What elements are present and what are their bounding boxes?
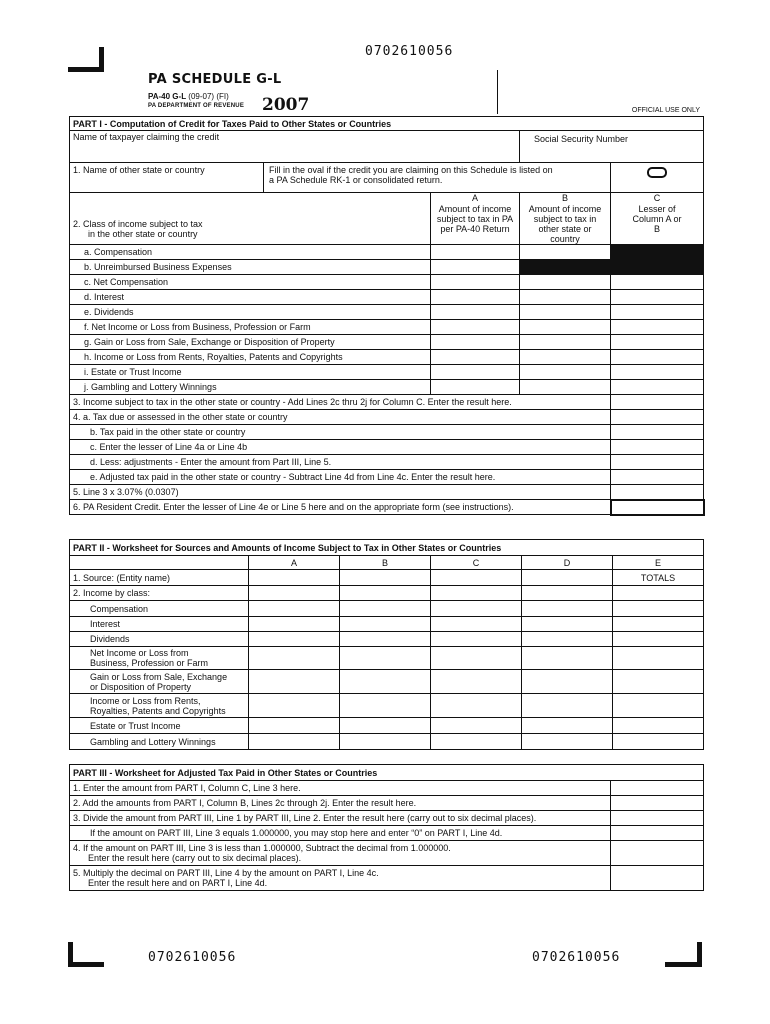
part2-col-e: E: [613, 556, 704, 570]
line-2a-col-c-blocked: [611, 245, 704, 260]
p3-line1-amount[interactable]: [611, 781, 704, 796]
p2-estate-a[interactable]: [249, 718, 340, 734]
line-2i-col-c[interactable]: [611, 365, 704, 380]
line-2e-label: e. Dividends: [70, 305, 431, 320]
line-5-amount[interactable]: [611, 485, 704, 500]
p2-estate-e[interactable]: [613, 718, 704, 734]
p3-line1-label: 1. Enter the amount from PART I, Column C, Line 3 here.: [70, 781, 611, 796]
p2-gambling-e[interactable]: [613, 734, 704, 750]
corner-mark-bottom-left: [68, 962, 104, 967]
line-2i-label: i. Estate or Trust Income: [70, 365, 431, 380]
p2-interest-e[interactable]: [613, 617, 704, 632]
line-2a-col-a[interactable]: [431, 245, 520, 260]
source-b[interactable]: [340, 570, 431, 586]
line2-title: 2. Class of income subject to tax: [73, 219, 203, 229]
p2-dividends-a[interactable]: [249, 632, 340, 647]
line-4c-amount[interactable]: [611, 440, 704, 455]
p2-compensation-a[interactable]: [249, 601, 340, 617]
p2-estate-label: Estate or Trust Income: [70, 718, 249, 734]
taxpayer-name-label: Name of taxpayer claiming the credit: [73, 132, 220, 142]
income-header-d: [522, 586, 613, 601]
line-2g-label: g. Gain or Loss from Sale, Exchange or Disposition of Property: [70, 335, 431, 350]
line-4a-label: 4. a. Tax due or assessed in the other state or country: [70, 410, 611, 425]
line-2i-col-a[interactable]: [431, 365, 520, 380]
p3-line5-label: [70, 866, 611, 891]
p2-business-b[interactable]: [340, 647, 431, 670]
line-2c-col-c[interactable]: [611, 275, 704, 290]
line-2a-label: a. Compensation: [70, 245, 431, 260]
line-2i-col-b[interactable]: [520, 365, 611, 380]
col-b-letter: B: [561, 193, 568, 203]
source-a[interactable]: [249, 570, 340, 586]
p2-dividends-label: Dividends: [70, 632, 249, 647]
line-2f-col-a[interactable]: [431, 320, 520, 335]
part2-title: PART II - Worksheet for Sources and Amounts of Income Subject to Tax in Other States or Countries: [70, 540, 704, 556]
p2-rents-c[interactable]: [431, 694, 522, 718]
p3-line5-text: 5. Multiply the decimal on PART III, Line 4 by the amount on PART I, Line 4c.: [73, 868, 379, 878]
line-2d-col-c[interactable]: [611, 290, 704, 305]
header-divider: [497, 70, 498, 114]
official-use-label: OFFICIAL USE ONLY: [631, 107, 700, 114]
department-name: PA DEPARTMENT OF REVENUE: [148, 103, 245, 109]
line-6-amount[interactable]: [611, 500, 704, 515]
line-2c-col-b[interactable]: [520, 275, 611, 290]
source-c[interactable]: [431, 570, 522, 586]
p2-gain-a[interactable]: [249, 670, 340, 694]
part1-table: [69, 116, 705, 516]
p3-line4-label: [70, 841, 611, 866]
income-header-c: [431, 586, 522, 601]
p2-dividends-e[interactable]: [613, 632, 704, 647]
p3-line5-amount[interactable]: [611, 866, 704, 891]
part2-col-a: A: [249, 556, 340, 570]
p2-dividends-c[interactable]: [431, 632, 522, 647]
line-2d-col-a[interactable]: [431, 290, 520, 305]
p2-business-c[interactable]: [431, 647, 522, 670]
part2-col-b: B: [340, 556, 431, 570]
line-2h-col-b[interactable]: [520, 350, 611, 365]
p2-compensation-c[interactable]: [431, 601, 522, 617]
p2-business-line1: Net Income or Loss from: [90, 648, 189, 658]
p2-interest-label: Interest: [70, 617, 249, 632]
p2-business-e[interactable]: [613, 647, 704, 670]
p3-line4-amount[interactable]: [611, 841, 704, 866]
line-6-label: 6. PA Resident Credit. Enter the lesser of Line 4e or Line 5 here and on the appropriate form (see instructions).: [70, 500, 611, 515]
line-2d-col-b[interactable]: [520, 290, 611, 305]
line-5-label: 5. Line 3 x 3.07% (0.0307): [70, 485, 611, 500]
p2-business-a[interactable]: [249, 647, 340, 670]
col-c-desc: Lesser of Column A or B: [632, 204, 682, 234]
ssn-field[interactable]: [520, 131, 704, 163]
income-header-a: [249, 586, 340, 601]
rk1-oval-cell[interactable]: [611, 163, 704, 193]
line-2g-col-b[interactable]: [520, 335, 611, 350]
col-a-letter: A: [471, 193, 478, 203]
line2-label: [70, 193, 431, 245]
line-4e-amount[interactable]: [611, 470, 704, 485]
line-2j-label: j. Gambling and Lottery Winnings: [70, 380, 431, 395]
p3-line5-text2: Enter the result here and on PART I, Line 4d.: [88, 878, 268, 888]
taxpayer-name-field[interactable]: [70, 131, 520, 163]
p2-gambling-d[interactable]: [522, 734, 613, 750]
p2-rents-b[interactable]: [340, 694, 431, 718]
p2-compensation-e[interactable]: [613, 601, 704, 617]
p2-business-line2: Business, Profession or Farm: [90, 658, 209, 668]
p2-dividends-b[interactable]: [340, 632, 431, 647]
form-code-id: PA-40 G-L: [148, 92, 187, 101]
line-3-label: 3. Income subject to tax in the other state or country - Add Lines 2c thru 2j for Column C. Enter the result here.: [70, 395, 611, 410]
line-2f-col-c[interactable]: [611, 320, 704, 335]
line-2e-col-c[interactable]: [611, 305, 704, 320]
p3-line3-note: If the amount on PART III, Line 3 equals 1.000000, you may stop here and enter “0” on PART I, Line 4d.: [70, 826, 611, 841]
other-state-name-field[interactable]: [70, 163, 264, 193]
income-header-e: [613, 586, 704, 601]
p3-line3-note-blank: [611, 826, 704, 841]
col-a-desc: Amount of income subject to tax in PA per PA-40 Return: [436, 204, 514, 234]
line-2f-col-b[interactable]: [520, 320, 611, 335]
part2-table: [69, 539, 704, 750]
p2-rents-label: [70, 694, 249, 718]
p3-line4-text2: Enter the result here (carry out to six decimal places).: [88, 853, 302, 863]
line-2e-col-b[interactable]: [520, 305, 611, 320]
income-by-class-label: 2. Income by class:: [70, 586, 249, 601]
p3-line4-text: 4. If the amount on PART III, Line 3 is less than 1.000000, Subtract the decimal from 1.000000.: [73, 843, 451, 853]
col-c-letter: C: [653, 193, 661, 203]
line-2g-col-a[interactable]: [431, 335, 520, 350]
p2-business-d[interactable]: [522, 647, 613, 670]
col-a-header: [431, 193, 520, 245]
p2-gain-c[interactable]: [431, 670, 522, 694]
line-4c-label: c. Enter the lesser of Line 4a or Line 4b: [70, 440, 611, 455]
line-2c-label: c. Net Compensation: [70, 275, 431, 290]
p2-rents-e[interactable]: [613, 694, 704, 718]
p2-compensation-d[interactable]: [522, 601, 613, 617]
rk1-oval[interactable]: [647, 167, 667, 178]
p2-estate-d[interactable]: [522, 718, 613, 734]
line-2c-col-a[interactable]: [431, 275, 520, 290]
line-4b-label: b. Tax paid in the other state or country: [70, 425, 611, 440]
p2-interest-d[interactable]: [522, 617, 613, 632]
p2-interest-b[interactable]: [340, 617, 431, 632]
line-2j-col-c[interactable]: [611, 380, 704, 395]
line-2g-col-c[interactable]: [611, 335, 704, 350]
line-2h-label: h. Income or Loss from Rents, Royalties, Patents and Copyrights: [70, 350, 431, 365]
line-3-amount[interactable]: [611, 395, 704, 410]
p2-gain-e[interactable]: [613, 670, 704, 694]
line-2j-col-b[interactable]: [520, 380, 611, 395]
rk1-oval-text: Fill in the oval if the credit you are claiming on this Schedule is listed on a PA Schedule RK-1 or consolidated return.: [264, 163, 611, 193]
corner-mark-bottom-right-v: [697, 942, 702, 967]
p3-line2-amount[interactable]: [611, 796, 704, 811]
p2-gain-b[interactable]: [340, 670, 431, 694]
p2-rents-a[interactable]: [249, 694, 340, 718]
line-4e-label: e. Adjusted tax paid in the other state or country - Subtract Line 4d from Line 4c. Enter the result here.: [70, 470, 611, 485]
part2-col-d: D: [522, 556, 613, 570]
income-header-b: [340, 586, 431, 601]
form-id-top: 0702610056: [365, 44, 454, 59]
ssn-label: Social Security Number: [534, 134, 629, 144]
form-revision: (09-07) (FI): [186, 92, 229, 101]
line-2b-label: b. Unreimbursed Business Expenses: [70, 260, 431, 275]
p2-interest-a[interactable]: [249, 617, 340, 632]
tax-year: 2007: [262, 95, 310, 115]
line2-subtitle: in the other state or country: [88, 229, 198, 239]
line1-label: 1. Name of other state or country: [73, 165, 205, 175]
col-b-desc: Amount of income subject to tax in other state or country: [528, 204, 602, 244]
line-2d-label: d. Interest: [70, 290, 431, 305]
form-id-bottom-right: 0702610056: [532, 950, 621, 965]
corner-mark-top-left-v: [99, 47, 104, 72]
p2-gain-d[interactable]: [522, 670, 613, 694]
line-2f-label: f. Net Income or Loss from Business, Profession or Farm: [70, 320, 431, 335]
part2-col-c: C: [431, 556, 522, 570]
p2-gambling-b[interactable]: [340, 734, 431, 750]
col-c-header: [611, 193, 704, 245]
p2-rents-line1: Income or Loss from Rents,: [90, 695, 201, 706]
col-b-header: [520, 193, 611, 245]
p3-line2-label: 2. Add the amounts from PART I, Column B, Lines 2c through 2j. Enter the result here.: [70, 796, 611, 811]
line-2b-col-c-blocked: [611, 260, 704, 275]
totals-label: TOTALS: [613, 570, 704, 586]
p2-dividends-d[interactable]: [522, 632, 613, 647]
line-2b-col-a[interactable]: [431, 260, 520, 275]
line-4d-label: d. Less: adjustments - Enter the amount from Part III, Line 5.: [70, 455, 611, 470]
line-4d-amount[interactable]: [611, 455, 704, 470]
p2-rents-d[interactable]: [522, 694, 613, 718]
schedule-title: PA SCHEDULE G-L: [148, 72, 282, 87]
part1-title: PART I - Computation of Credit for Taxes Paid to Other States or Countries: [70, 117, 704, 131]
part3-title: PART III - Worksheet for Adjusted Tax Paid in Other States or Countries: [70, 765, 704, 781]
p2-gain-label: [70, 670, 249, 694]
source-d[interactable]: [522, 570, 613, 586]
form-id-bottom-left: 0702610056: [148, 950, 237, 965]
p2-estate-c[interactable]: [431, 718, 522, 734]
line-2j-col-a[interactable]: [431, 380, 520, 395]
p2-gambling-a[interactable]: [249, 734, 340, 750]
form-code: [148, 92, 229, 101]
corner-mark-bottom-left-v: [68, 942, 73, 967]
line-2b-col-b-blocked: [520, 260, 611, 275]
line-2h-col-c[interactable]: [611, 350, 704, 365]
line-4a-amount[interactable]: [611, 410, 704, 425]
p2-business-label: [70, 647, 249, 670]
p2-estate-b[interactable]: [340, 718, 431, 734]
part2-header-blank: [70, 556, 249, 570]
p2-gain-line2: or Disposition of Property: [90, 681, 192, 692]
part3-table: [69, 764, 704, 891]
p2-gain-line1: Gain or Loss from Sale, Exchange: [90, 671, 228, 682]
p2-compensation-b[interactable]: [340, 601, 431, 617]
p3-line3-label: 3. Divide the amount from PART III, Line 1 by PART III, Line 2. Enter the result here (carry out to six decimal places).: [70, 811, 611, 826]
p2-gambling-label: Gambling and Lottery Winnings: [70, 734, 249, 750]
line-2h-col-a[interactable]: [431, 350, 520, 365]
line-4b-amount[interactable]: [611, 425, 704, 440]
p2-compensation-label: Compensation: [70, 601, 249, 617]
p2-gambling-c[interactable]: [431, 734, 522, 750]
p2-rents-line2: Royalties, Patents and Copyrights: [90, 705, 226, 716]
line-2e-col-a[interactable]: [431, 305, 520, 320]
line-2a-col-b[interactable]: [520, 245, 611, 260]
p3-line3-amount[interactable]: [611, 811, 704, 826]
source-entity-label: 1. Source: (Entity name): [70, 570, 249, 586]
p2-interest-c[interactable]: [431, 617, 522, 632]
